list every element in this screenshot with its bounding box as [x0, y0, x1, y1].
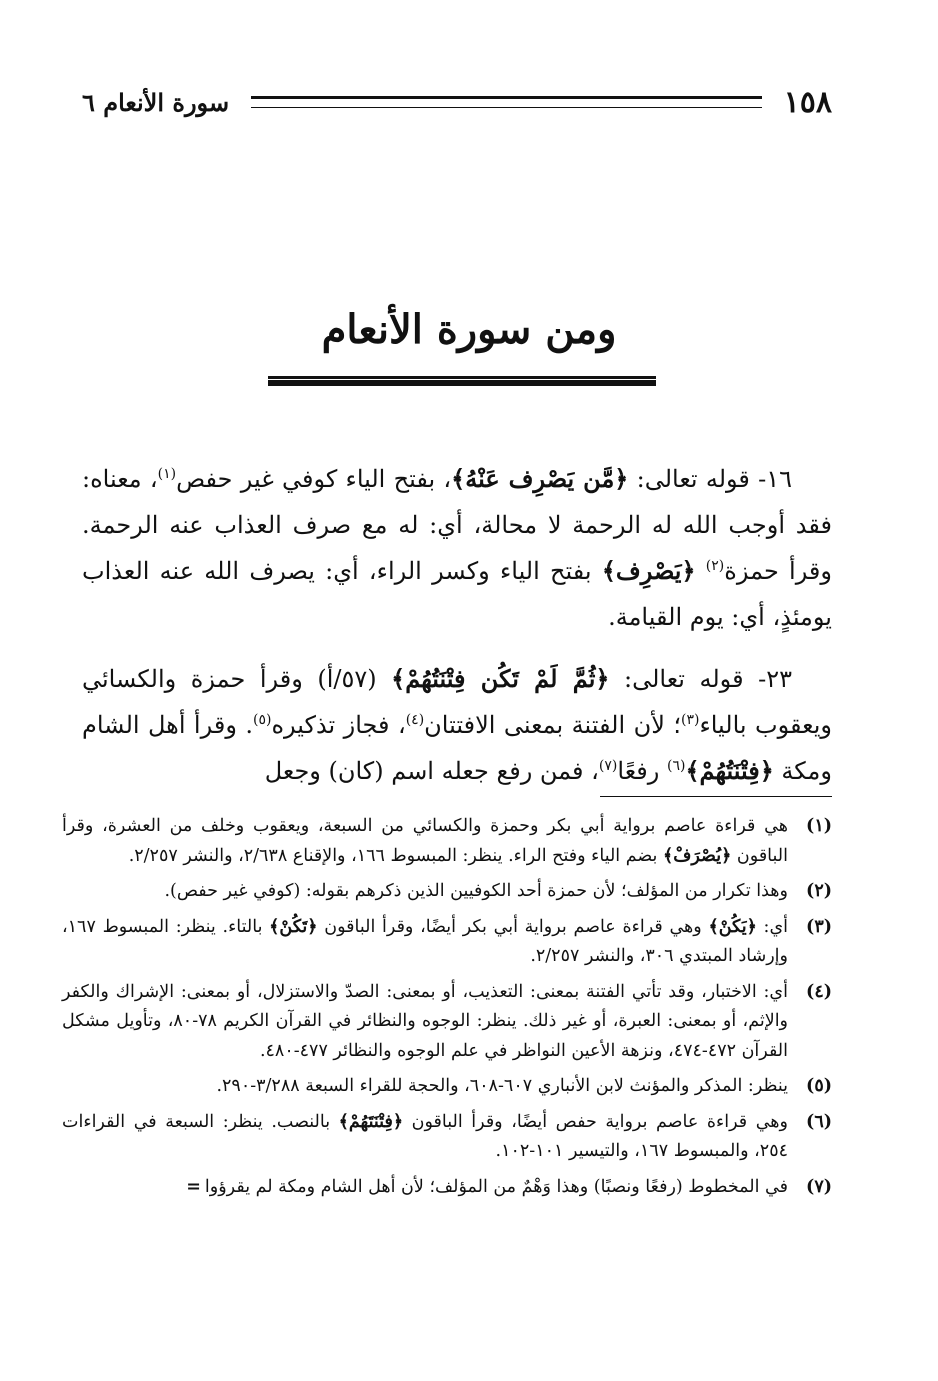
quran-quote: ﴿تَكُنْ﴾ — [269, 916, 318, 937]
footnotes — [62, 812, 832, 1208]
footnote-number: (٤) — [806, 981, 832, 1002]
quran-quote: ﴿يَصْرِف﴾ — [601, 556, 696, 585]
footnote-3: (٣) أي: ﴿يَكُنْ﴾ وهي قراءة عاصم برواية أبي بكر أيضًا، وقرأ الباقون ﴿تَكُنْ﴾ بالتاء. ينظر: المبسوط ١٦٧، وإرشاد المبتدي ٣٠٦، والنشر ٢/٢٥٧. — [62, 913, 832, 972]
footnote-ref[interactable]: (٧) — [598, 758, 618, 774]
footnotes-rule — [600, 796, 832, 797]
footnote-number: (١) — [806, 816, 832, 836]
footnote-number: (٧) — [806, 1176, 832, 1197]
page-number: ١٥٨ — [783, 84, 832, 120]
continuation-mark: = — [186, 1176, 201, 1197]
surah-header: سورة الأنعام ٦ — [82, 87, 230, 117]
quran-quote: ﴿ثُمَّ لَمْ تَكُن فِتْنَتُهُمْ﴾ — [391, 664, 610, 693]
footnote-2: (٢) وهذا تكرار من المؤلف؛ لأن حمزة أحد الكوفيين الذين ذكرهم بقوله: (كوفي غير حفص). — [62, 877, 832, 907]
footnote-1: (١) هي قراءة عاصم برواية أبي بكر وحمزة والكسائي من السبعة، ويعقوب وخلف من العشرة، وقرأ الباقون ﴿يُصْرَفْ﴾ بضم الياء وفتح الراء. ينظر: المبسوط ١٦٦، والإقناع ٢/٦٣٨، والنشر ٢/٢٥٧. — [62, 812, 832, 871]
footnote-ref[interactable]: (٥) — [252, 712, 272, 728]
paragraph-verse-16: ١٦- قوله تعالى: ﴿مَّن يَصْرِف عَنْهُ﴾، بفتح الياء كوفي غير حفص$^{(١)}$، معناه: فقد أوجب الله له الرحمة لا محالة، أي: له مع صرف العذاب عنه الرحمة. وقرأ حمزة$^{(٢)}$ ﴿يَصْرِف﴾ بفتح الياء وكسر الراء، أي: يصرف الله عنه العذاب يومئذٍ، أي: يوم القيامة. — [82, 464, 833, 631]
quran-quote: ﴿مَّن يَصْرِف عَنْهُ﴾ — [451, 464, 629, 493]
footnote-ref[interactable]: (٢) — [705, 558, 725, 574]
chapter-title: ومن سورة الأنعام — [321, 306, 617, 353]
footnote-ref[interactable]: (١) — [157, 466, 177, 482]
footnote-number: (٢) — [806, 881, 832, 901]
footnote-7: (٧) في المخطوط (رفعًا ونصبًا) وهذا وَهْمٌ من المؤلف؛ لأن أهل الشام ومكة لم يقرؤوا= — [62, 1173, 832, 1203]
quran-quote: ﴿يُصْرَفْ﴾ — [663, 845, 732, 866]
header-rule — [251, 96, 762, 108]
footnote-number: (٥) — [806, 1076, 832, 1096]
footnote-ref[interactable]: (٦) — [666, 758, 686, 774]
quran-quote: ﴿يَكُنْ﴾ — [708, 916, 757, 937]
footnote-number: (٣) — [806, 916, 832, 937]
body-text — [82, 456, 832, 810]
footnote-ref[interactable]: (٤) — [405, 712, 425, 728]
footnote-number: (٦) — [806, 1111, 832, 1132]
quran-quote: ﴿فِتْنَتَهُمْ﴾ — [338, 1111, 404, 1132]
quran-quote: ﴿فِتْنَتُهُمْ﴾ — [685, 756, 774, 785]
footnote-6: (٦) وهي قراءة عاصم برواية حفص أيضًا، وقرأ الباقون ﴿فِتْنَتَهُمْ﴾ بالنصب. ينظر: السبعة في القراءات ٢٥٤، والمبسوط ١٦٧، والتيسير ١٠١-١٠٢. — [62, 1108, 832, 1167]
footnote-ref[interactable]: (٣) — [680, 712, 700, 728]
paragraph-verse-23: ٢٣- قوله تعالى: ﴿ثُمَّ لَمْ تَكُن فِتْنَتُهُمْ﴾ (٥٧/أ) وقرأ حمزة والكسائي ويعقوب بالياء$^{(٣)}$؛ لأن الفتنة بمعنى الافتتان$^{(٤)}$، فجاز تذكيره$^{(٥)}$. وقرأ أهل الشام ومكة ﴿فِتْنَتُهُمْ﴾$^{(٦)}$ رفعًا$^{(٧)}$، فمن رفع جعله اسم (كان) وجعل — [82, 664, 832, 785]
footnote-5: (٥) ينظر: المذكر والمؤنث لابن الأنباري ٦٠٧-٦٠٨، والحجة للقراء السبعة ٣/٢٨٨-٢٩٠. — [62, 1072, 832, 1102]
title-rule — [268, 376, 656, 386]
running-header — [82, 82, 832, 122]
footnote-4: (٤) أي: الاختبار، وقد تأتي الفتنة بمعنى: التعذيب، أو بمعنى: الصدّ والاستزلال، أو بمعنى: الإشراك والكفر والإثم، أو بمعنى: العبرة، أو غير ذلك. ينظر: الوجوه والنظائر في القرآن الكريم ٧٨-٨٠، وتأويل مشكل القرآن ٤٧٢-٤٧٤، ونزهة الأعين النواظر في علم الوجوه والنظائر ٤٧٧-٤٨٠. — [62, 978, 832, 1067]
